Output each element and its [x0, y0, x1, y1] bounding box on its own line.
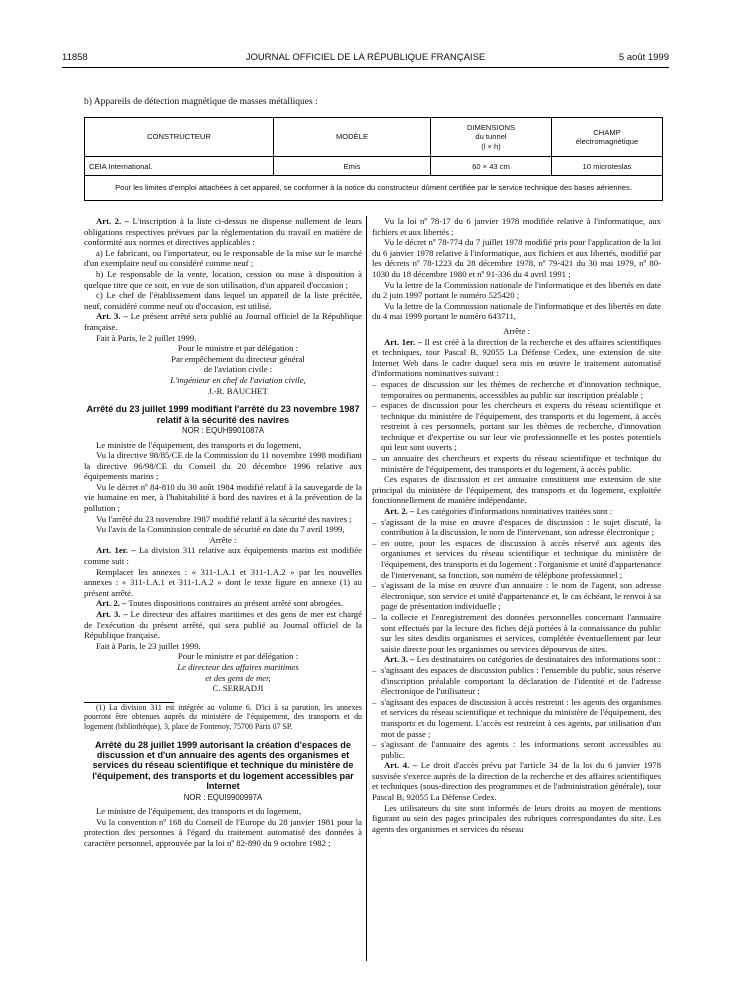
- paragraph: Le ministre de l'équipement, des transports et du logement,: [96, 439, 302, 450]
- table-header-row: [85, 118, 663, 157]
- article-list: [372, 379, 661, 474]
- list-item: – espaces de discussion pour les chercheurs et experts du réseau scientifique et technique du ministère de l'équipement, des transports et du logement, à accès restreint à ces personnels, portant sur les thèmes de recherche, d'innovation technique et d'expertise ou sur leur vie professionnelle et les postes potentiels qui leur sont ouverts ;: [372, 400, 661, 453]
- issue-date: 5 août 1999: [618, 52, 669, 63]
- col-champ: CHAMP électromagnétique: [552, 118, 663, 157]
- paragraph: Vu le décret nº 84-810 du 30 août 1984 modifié relatif à la sauvegarde de la vie humaine en mer, à l'habitabilité à bord des navires et à la prévention de la pollution ;: [84, 481, 362, 514]
- article-list: [372, 665, 661, 760]
- date-line: Fait à Paris, le 2 juillet 1999.: [96, 332, 197, 343]
- paragraph: Les utilisateurs du site sont informés de leurs droits au moyen de mentions figurant au sein des pages principales des rubriques correspondantes du site. Les agents des organismes et services du réseau: [372, 802, 661, 834]
- list-item: – s'agissant de la mise en œuvre d'espaces de discussion : le sujet discuté, la contribution à la discussion, le nom de l'intervenant, son adresse électronique ;: [372, 517, 661, 538]
- cell-constructeur: CEIA International.: [85, 157, 274, 176]
- nor-reference: NOR : EQUI9900997A: [183, 792, 263, 802]
- list-item: – un annuaire des chercheurs et experts du réseau scientifique et technique du ministère de l'équipement, des transports et du logement, à accès public.: [372, 453, 661, 474]
- signature-block: Pour le ministre et par délégation : Le directeur des affaires maritimes et des gens de mer, C. SERRADJI: [177, 651, 299, 694]
- table-caption: b) Appareils de détection magnétique de masses métalliques :: [84, 97, 318, 107]
- decree-title: Arrêté du 23 juillet 1999 modifiant l'arrêté du 23 novembre 1987 relatif à la sécurité des navires: [86, 404, 360, 425]
- paragraph: Ces espaces de discussion et cet annuaire constituent une extension de site principal du ministère de l'équipement, des transports et du logement, exploitée fonctionnellement de manière indépendante.: [372, 474, 661, 506]
- paragraph: Vu la lettre de la Commission nationale de l'informatique et des libertés en date du 2 juin 1997 portant le numéro 525420 ;: [372, 279, 661, 301]
- paragraph: Art. 1er. – Il est créé à la direction de la recherche et des affaires scientifiques et techniques, tour Pascal B, 92055 La Défense Cedex, une extension de site Internet Web dans le cadre duquel sera mis en œuvre le traitement automatisé d'informations nominatives suivant :: [372, 336, 661, 379]
- paragraph: Art. 1er. – La division 311 relative aux équipements marins est modifiée comme suit :: [84, 545, 363, 567]
- list-item: – s'agissant de l'annuaire des agents : les informations seront accessibles au public.: [372, 739, 661, 760]
- table-note-row: [85, 176, 663, 201]
- paragraph: Vu l'avis de la Commission centrale de sécurité en date du 7 avril 1999,: [96, 524, 345, 535]
- list-item: – la collecte et l'enregistrement des données personnelles concernant l'annuaire sont effectués par la lecture des fiches déjà portées à la connaissance du public sur les sites desdits organismes et services, complétée éventuellement par leur saisie directe pour les organismes ou services dépourvus de sites.: [372, 612, 661, 654]
- decree-title: Arrêté du 28 juillet 1999 autorisant la création d'espaces de discussion et d'un annuaire des agents des organismes et services du réseau scientifique et technique du ministère de l'équipement, des transports et du logement accessibles par Internet: [92, 739, 354, 792]
- list-item: – espaces de discussion sur les thèmes de recherche et d'innovation technique, temporaires ou permanents, accessibles au public sur inscription préalable ;: [372, 379, 661, 400]
- paragraph: Art. 3. – Le directeur des affaires maritimes et des gens de mer est chargé de l'exécution du présent arrêté, qui sera publié au Journal officiel de la République française.: [84, 609, 363, 641]
- cell-champ: 10 microteslas: [552, 157, 663, 176]
- footnote: (1) La division 311 est intégrée au volume 6. D'ici à sa parution, les annexes pourront être obtenues auprès du ministère de l'équipement, des transports et du logement (bibliothèque), 3, place de Fontenoy, 75700 Paris 07 SP.: [84, 702, 362, 731]
- paragraph: Vu la directive 98/85/CE de la Commission du 11 novembre 1998 modifiant la directive 96/98/CE du Conseil du 20 décembre 1996 relative aux équipements marins ;: [84, 450, 362, 482]
- column-divider: [366, 216, 367, 961]
- paragraph: Vu le décret nº 78-774 du 7 juillet 1978 modifié pris pour l'application de la loi du 6 janvier 1978 relative à l'informatique, aux fichiers et aux libertés, modifié par les décrets nº 78-1223 du 28 décembre 1978, nº 79-421 du 30 mai 1979, nº 80-1030 du 18 décembre 1980 et nº 91-336 du 4 avril 1991 ;: [372, 237, 661, 279]
- paragraph: Vu la lettre de la Commission nationale de l'informatique et des libertés en date du 4 mai 1999 portant le numéro 643711,: [372, 300, 661, 322]
- date-line: Fait à Paris, le 23 juillet 1999.: [96, 640, 201, 651]
- nor-reference: NOR : EQUH9901087A: [182, 425, 264, 435]
- table-note: Pour les limites d'emploi attachées à cet appareil, se conformer à la notice du constructeur dûment certifiée par le service technique des bases aériennes.: [85, 176, 663, 201]
- paragraph: a) Le fabricant, ou l'importateur, ou le responsable de la mise sur le marché d'un exemplaire neuf ou considéré comme neuf ;: [84, 247, 362, 269]
- col-modele: MODÈLE: [274, 118, 431, 157]
- cell-modele: Emis: [274, 157, 431, 176]
- paragraph: Vu la loi nº 78-17 du 6 janvier 1978 modifiée relative à l'informatique, aux fichiers et aux libertés ;: [372, 216, 661, 237]
- page-number: 11858: [62, 52, 88, 63]
- paragraph: c) Le chef de l'établissement dans lequel un appareil de la liste précitée, neuf, considéré comme neuf ou d'occasion, est utilisé.: [84, 290, 362, 311]
- signature-block: Pour le ministre et par délégation : Par empêchement du directeur général de l'aviation civile : L'ingénieur en chef de l'aviation civile, J.-R. BAUCHET: [170, 343, 306, 396]
- paragraph: Art. 2. – Toutes dispositions contraires au présent arrêté sont abrogées.: [96, 598, 344, 609]
- journal-title: JOURNAL OFFICIEL DE LA RÉPUBLIQUE FRANÇAISE: [245, 52, 486, 63]
- header-rule: [62, 67, 669, 68]
- paragraph: Vu l'arrêté du 23 novembre 1987 modifié relatif à la sécurité des navires ;: [96, 513, 352, 524]
- paragraph: Art. 2. – L'inscription à la liste ci-dessus ne dispense nullement de leurs obligations respectives prévues par la réglementation du travail en matière de conformité aux normes et directives applicables :: [84, 216, 363, 248]
- left-column: [84, 216, 362, 849]
- arrete-heading: Arrête :: [209, 534, 237, 545]
- article-list: [372, 517, 661, 655]
- col-dimensions: DIMENSIONS du tunnel (l × h): [431, 118, 552, 157]
- detector-table: [84, 117, 663, 201]
- right-column: [372, 216, 661, 834]
- paragraph: Art. 2. – Les catégories d'informations nominatives traitées sont :: [384, 506, 613, 517]
- paragraph: Art. 4. – Le droit d'accès prévu par l'article 34 de la loi du 6 janvier 1978 susvisée s'exerce auprès de la direction de la recherche et des affaires scientifiques et techniques (sous-direction des programmes et de l'administration générale), tour Pascal B, 92055 La Défense Cedex.: [372, 760, 661, 803]
- list-item: – s'agissant des espaces de discussion publics : l'ensemble du public, sous réserve d'inscription préalable comportant la déclaration de l'identité et de l'adresse électronique de l'utilisateur ;: [372, 665, 661, 697]
- list-item: – en outre, pour les espaces de discussion à accès réservé aux agents des organismes et services du réseau scientifique et technique du ministère de l'équipement, des transports et du logement : l'organisme et unité d'appartenance de l'intervenant, sa fonction, son numéro de téléphone professionnel ;: [372, 538, 661, 580]
- paragraph: b) Le responsable de la vente, location, cession ou mise à disposition à quelque titre que ce soit, en vue de son utilisation, d'un appareil d'occasion ;: [84, 268, 362, 290]
- paragraph: Le ministre de l'équipement, des transports et du logement,: [96, 806, 302, 817]
- list-item: – s'agissant des espaces de discussion à accès restreint : les agents des organismes et services du réseau scientifique et technique du ministère de l'équipement, des transports et du logement. L'accès est restreint à ces agents, par utilisation d'un mot de passe ;: [372, 697, 661, 739]
- arrete-heading: Arrête :: [503, 325, 530, 336]
- paragraph: Art. 3. – Les destinataires ou catégories de destinataires des informations sont :: [384, 654, 661, 665]
- paragraph: Vu la convention nº 168 du Conseil de l'Europe du 28 janvier 1981 pour la protection des personnes à l'égard du traitement automatisé des données à caractère personnel, approuvée par la loi nº 82-890 du 9 octobre 1982 ;: [84, 816, 362, 848]
- cell-dimensions: 60 × 43 cm: [431, 157, 552, 176]
- list-item: – s'agissant de la mise en œuvre d'un annuaire : le nom de l'agent, son adresse électronique, son service et unité d'appartenance et, le cas échéant, le renvoi à sa page de présentation individuelle ;: [372, 580, 661, 612]
- table-row: [85, 157, 663, 176]
- paragraph: Remplacer les annexes : « 311-1.A.1 et 311-1.A.2 » par les nouvelles annexes : « 311-1.A.1 et 311-1.A.2 » dont le texte figure en annexe (1) au présent arrêté.: [84, 566, 362, 598]
- paragraph: Art. 3. – Le présent arrêté sera publié au Journal officiel de la République française.: [84, 311, 362, 332]
- col-constructeur: CONSTRUCTEUR: [85, 118, 274, 157]
